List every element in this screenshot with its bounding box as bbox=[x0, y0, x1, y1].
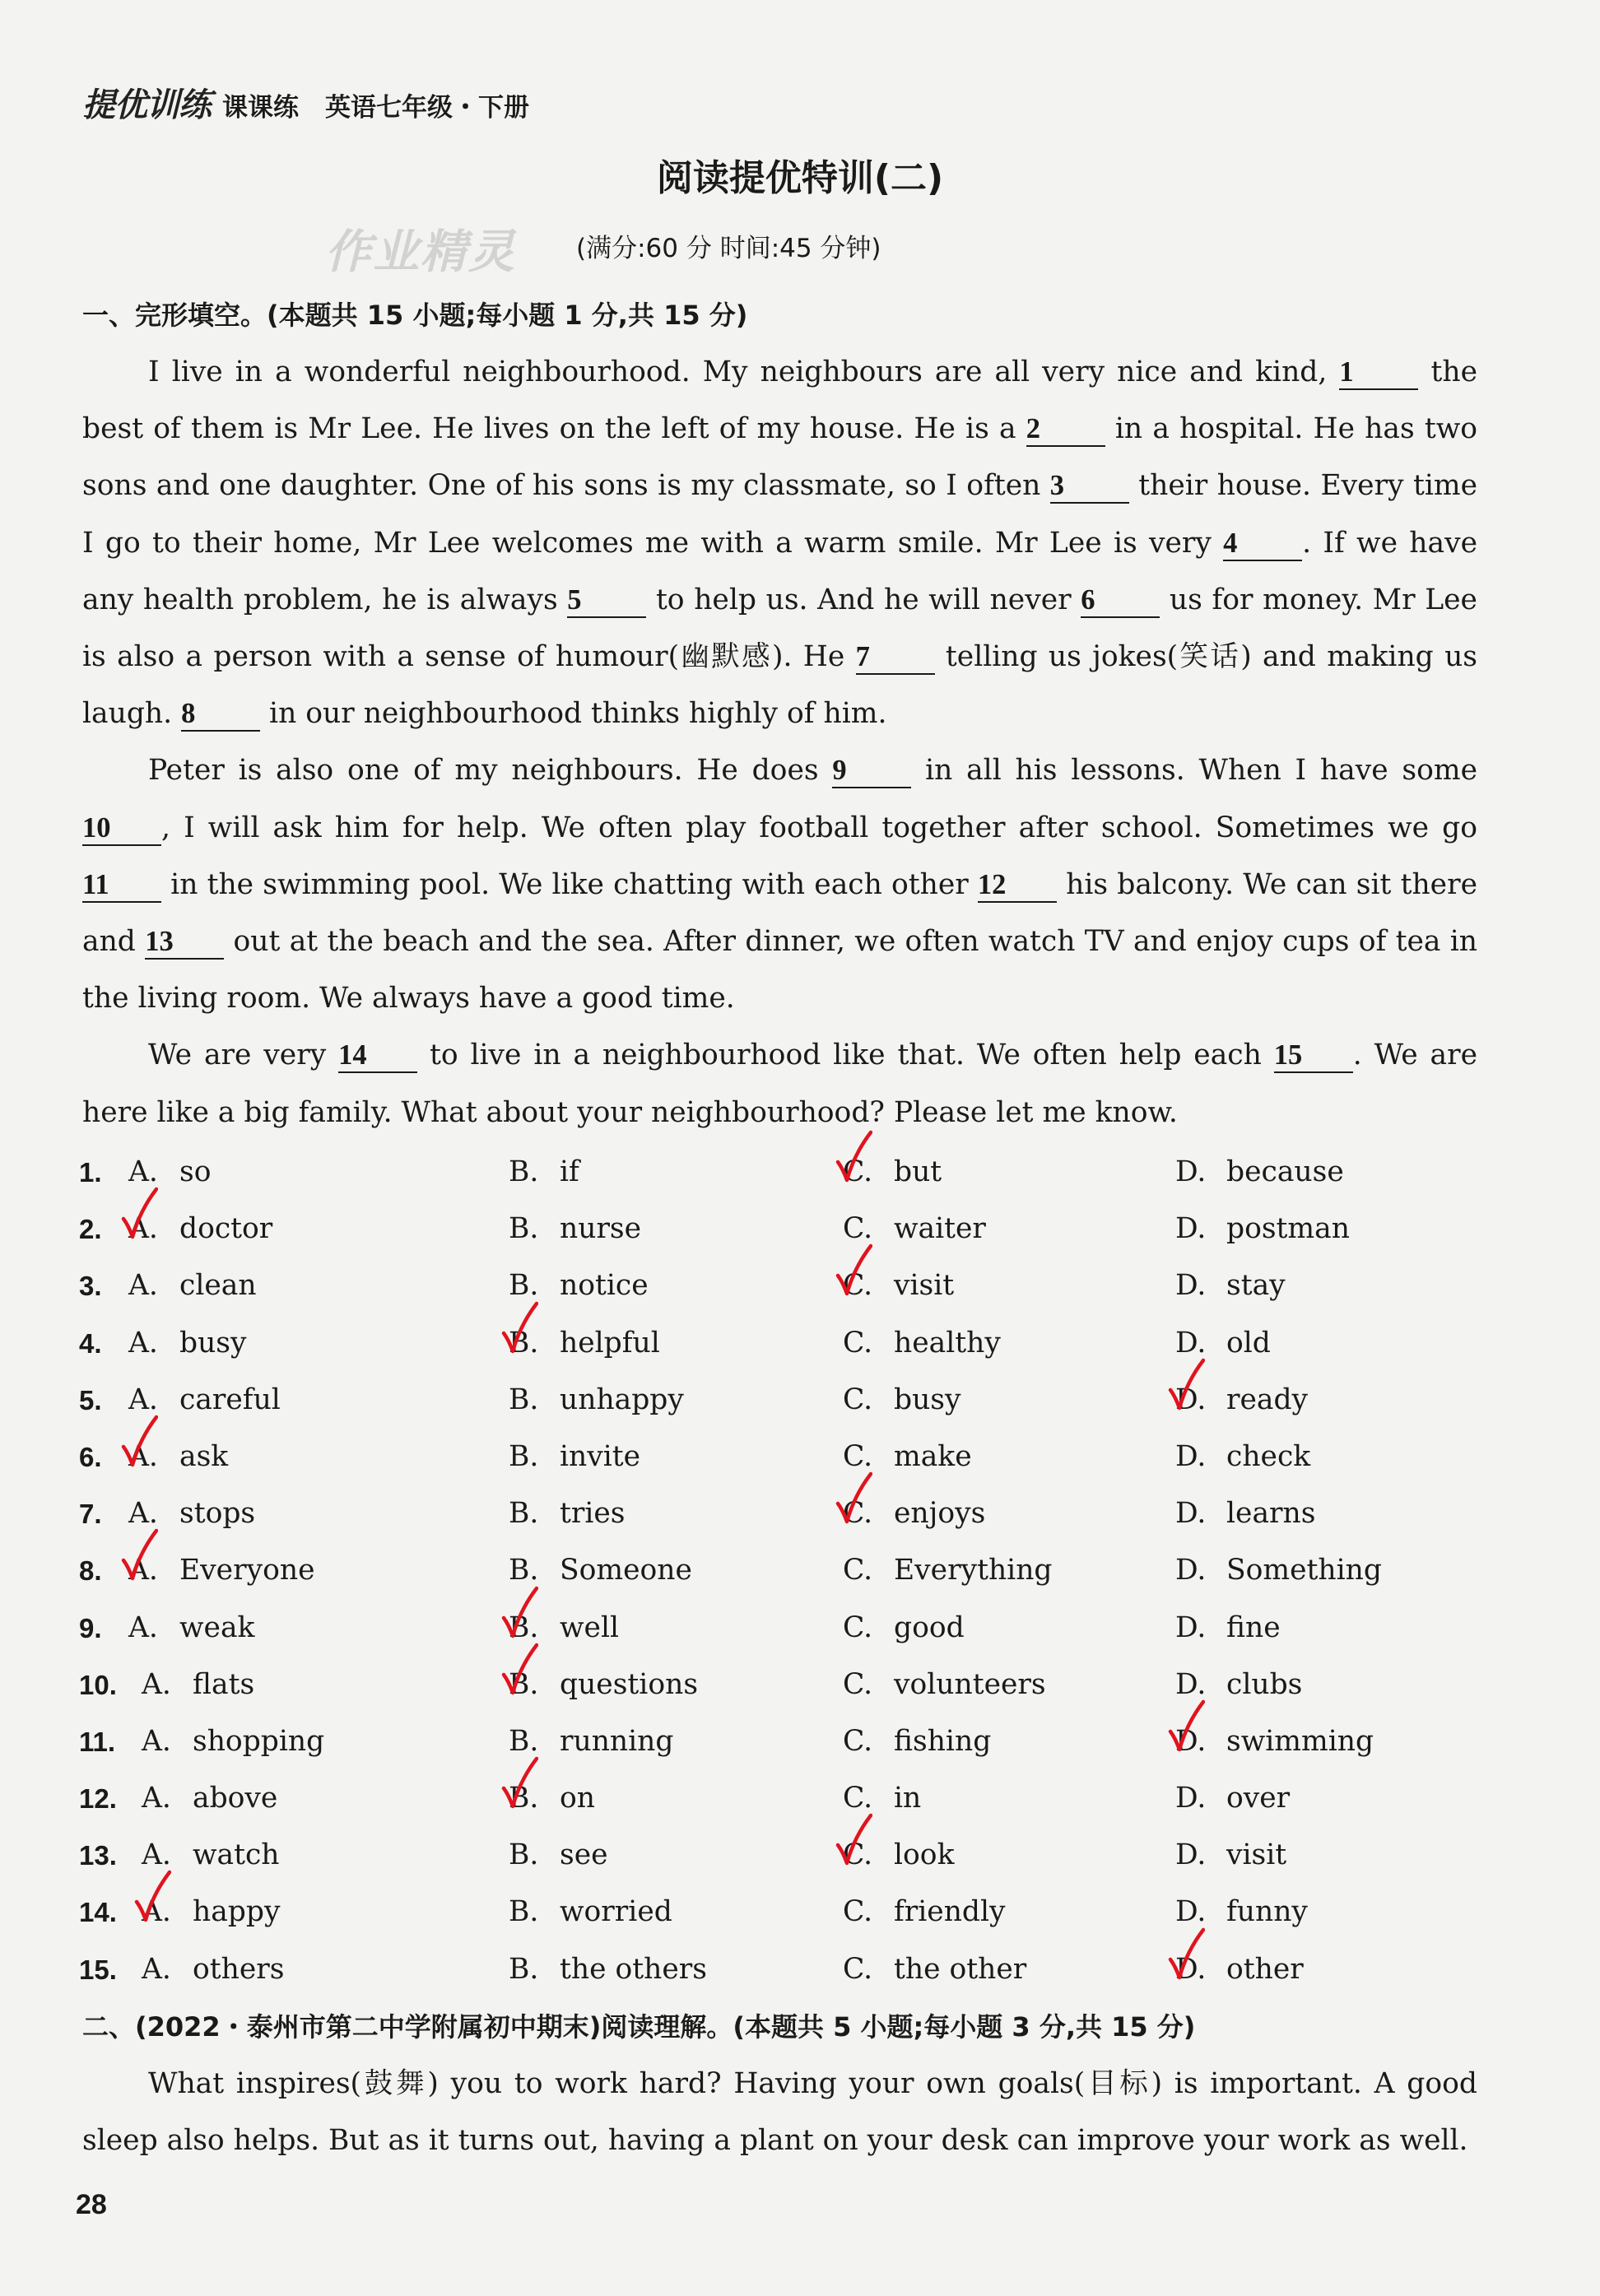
series-name: 课课练 bbox=[222, 93, 299, 123]
option-b[interactable] bbox=[509, 1713, 674, 1770]
option-letter: C. bbox=[843, 1155, 873, 1188]
question-row bbox=[79, 1600, 1495, 1657]
cloze-passage bbox=[82, 344, 1477, 1141]
option-letter: C. bbox=[843, 1782, 873, 1815]
question-number: 15. bbox=[79, 1954, 117, 1985]
question-row bbox=[79, 1827, 1495, 1884]
option-b[interactable] bbox=[509, 1827, 608, 1884]
passage-text: to help us. And he will never bbox=[646, 583, 1081, 616]
option-text: busy bbox=[179, 1326, 247, 1359]
option-text: enjoys bbox=[894, 1497, 986, 1531]
option-d[interactable] bbox=[1175, 1770, 1290, 1827]
option-letter: D. bbox=[1175, 1782, 1207, 1815]
option-text: clubs bbox=[1226, 1667, 1303, 1701]
option-letter: D. bbox=[1175, 1838, 1207, 1872]
option-a[interactable] bbox=[128, 1485, 255, 1542]
option-letter: A. bbox=[128, 1439, 158, 1473]
option-text: nurse bbox=[560, 1212, 642, 1246]
option-letter: A. bbox=[128, 1269, 158, 1303]
option-d[interactable] bbox=[1175, 1257, 1286, 1314]
question-number: 4. bbox=[79, 1327, 102, 1359]
blank-5[interactable]: 5 bbox=[567, 583, 646, 618]
blank-11[interactable]: 11 bbox=[82, 868, 161, 903]
option-letter: C. bbox=[843, 1952, 873, 1986]
option-text: well bbox=[560, 1610, 620, 1644]
option-letter: D. bbox=[1175, 1155, 1207, 1188]
option-d[interactable] bbox=[1175, 1827, 1286, 1884]
option-text: the other bbox=[894, 1952, 1027, 1986]
option-text: waiter bbox=[894, 1212, 986, 1246]
option-text: notice bbox=[560, 1269, 649, 1303]
cloze-paragraph bbox=[82, 1027, 1477, 1141]
option-b[interactable] bbox=[509, 1372, 684, 1429]
option-letter: B. bbox=[509, 1952, 539, 1986]
option-text: look bbox=[894, 1838, 955, 1872]
question-row bbox=[79, 1884, 1495, 1940]
page-header bbox=[82, 79, 529, 126]
option-b[interactable] bbox=[509, 1770, 595, 1827]
passage-text: , I will ask him for help. We often play football together after school. Sometimes we go bbox=[161, 811, 1477, 844]
passage-text: in a hospital. He has two sons and one daughter. One of his sons is my classmate, so I often bbox=[82, 412, 1478, 503]
option-c[interactable] bbox=[843, 1941, 1026, 1998]
passage-text: to live in a neighbourhood like that. We often help each bbox=[417, 1039, 1274, 1072]
option-a[interactable] bbox=[128, 1144, 211, 1201]
option-text: make bbox=[894, 1439, 972, 1473]
option-text: check bbox=[1226, 1439, 1311, 1473]
question-number: 1. bbox=[79, 1157, 102, 1188]
option-b[interactable] bbox=[509, 1657, 698, 1713]
option-a[interactable] bbox=[128, 1372, 281, 1429]
option-text: funny bbox=[1226, 1895, 1308, 1929]
question-number: 10. bbox=[79, 1669, 117, 1700]
option-text: but bbox=[894, 1155, 942, 1188]
option-text: visit bbox=[894, 1269, 955, 1303]
question-row bbox=[79, 1372, 1495, 1429]
book-title: 英语七年级・下册 bbox=[325, 93, 529, 123]
option-a[interactable] bbox=[142, 1884, 280, 1940]
option-letter: A. bbox=[128, 1326, 158, 1359]
option-text: on bbox=[560, 1782, 595, 1815]
option-c[interactable] bbox=[843, 1657, 1046, 1713]
option-text: postman bbox=[1226, 1212, 1350, 1246]
blank-6[interactable]: 6 bbox=[1081, 583, 1160, 618]
question-number: 11. bbox=[79, 1726, 116, 1757]
option-text: because bbox=[1226, 1155, 1344, 1188]
option-letter: A. bbox=[128, 1554, 158, 1587]
option-letter: A. bbox=[128, 1610, 158, 1644]
option-letter: B. bbox=[509, 1610, 539, 1644]
option-letter: B. bbox=[509, 1838, 539, 1872]
page-title: 阅读提优特训(二) bbox=[656, 157, 944, 199]
option-letter: C. bbox=[843, 1610, 873, 1644]
blank-1[interactable]: 1 bbox=[1339, 356, 1418, 390]
option-b[interactable] bbox=[509, 1542, 692, 1599]
option-text: clean bbox=[179, 1269, 257, 1303]
option-a[interactable] bbox=[128, 1600, 254, 1657]
passage-text: I live in a wonderful neighbourhood. My neighbours are all very nice and kind, bbox=[148, 356, 1340, 388]
option-letter: B. bbox=[509, 1326, 539, 1359]
option-text: Everything bbox=[894, 1554, 1053, 1587]
question-row bbox=[79, 1941, 1495, 1998]
passage-text: Peter is also one of my neighbours. He does bbox=[148, 754, 833, 788]
option-letter: A. bbox=[142, 1895, 171, 1929]
option-text: visit bbox=[1226, 1838, 1287, 1872]
option-letter: D. bbox=[1175, 1724, 1207, 1758]
question-number: 8. bbox=[79, 1555, 102, 1587]
section-1-heading: 一、完形填空。(本题共 15 小题;每小题 1 分,共 15 分) bbox=[82, 300, 748, 331]
option-letter: A. bbox=[142, 1724, 171, 1758]
option-letter: A. bbox=[142, 1667, 171, 1701]
question-number: 9. bbox=[79, 1612, 102, 1643]
option-text: ready bbox=[1226, 1383, 1309, 1416]
passage-text: telling us jokes(笑话) and making us laugh. bbox=[82, 640, 1477, 731]
option-d[interactable] bbox=[1175, 1429, 1310, 1485]
passage-text: in our neighbourhood thinks highly of him. bbox=[260, 697, 887, 731]
option-letter: C. bbox=[843, 1895, 873, 1929]
blank-15[interactable]: 15 bbox=[1274, 1039, 1353, 1073]
option-d[interactable] bbox=[1175, 1542, 1382, 1599]
option-letter: A. bbox=[142, 1782, 171, 1815]
passage-text: his balcony. We can sit there and bbox=[82, 867, 1477, 959]
option-text: ask bbox=[179, 1439, 229, 1473]
option-c[interactable] bbox=[843, 1600, 965, 1657]
option-text: questions bbox=[560, 1667, 699, 1701]
option-letter: C. bbox=[843, 1497, 873, 1531]
option-letter: D. bbox=[1175, 1610, 1207, 1644]
option-c[interactable] bbox=[843, 1257, 954, 1314]
blank-2[interactable]: 2 bbox=[1026, 412, 1105, 447]
option-b[interactable] bbox=[509, 1257, 649, 1314]
score-time-info: (满分:60 分 时间:45 分钟) bbox=[576, 234, 881, 263]
option-letter: B. bbox=[509, 1554, 539, 1587]
question-number: 14. bbox=[79, 1897, 117, 1928]
option-text: above bbox=[193, 1782, 278, 1815]
option-a[interactable] bbox=[142, 1657, 254, 1713]
option-c[interactable] bbox=[843, 1884, 1006, 1940]
option-letter: D. bbox=[1175, 1439, 1207, 1473]
option-c[interactable] bbox=[843, 1827, 954, 1884]
option-d[interactable] bbox=[1175, 1713, 1374, 1770]
option-text: busy bbox=[894, 1383, 961, 1416]
blank-8[interactable]: 8 bbox=[181, 697, 260, 732]
option-a[interactable] bbox=[128, 1201, 272, 1257]
option-b[interactable] bbox=[509, 1884, 672, 1940]
option-text: running bbox=[560, 1724, 674, 1758]
option-text: in bbox=[894, 1782, 922, 1815]
option-c[interactable] bbox=[843, 1770, 921, 1827]
option-b[interactable] bbox=[509, 1201, 641, 1257]
blank-14[interactable]: 14 bbox=[338, 1039, 417, 1073]
passage-text: us for money. Mr Lee is also a person with a sense of humour(幽默感). He bbox=[82, 583, 1477, 674]
option-text: doctor bbox=[179, 1212, 273, 1246]
option-d[interactable] bbox=[1175, 1657, 1302, 1713]
question-number: 13. bbox=[79, 1840, 117, 1871]
option-b[interactable] bbox=[509, 1485, 626, 1542]
option-d[interactable] bbox=[1175, 1600, 1281, 1657]
option-letter: D. bbox=[1175, 1895, 1207, 1929]
option-text: if bbox=[560, 1155, 579, 1188]
passage-text: in all his lessons. When I have some bbox=[911, 754, 1477, 788]
question-row bbox=[79, 1429, 1495, 1485]
option-a[interactable] bbox=[142, 1770, 277, 1827]
question-row bbox=[79, 1713, 1495, 1770]
option-letter: B. bbox=[509, 1439, 539, 1473]
option-text: Everyone bbox=[179, 1554, 315, 1587]
option-c[interactable] bbox=[843, 1542, 1053, 1599]
option-c[interactable] bbox=[843, 1429, 972, 1485]
question-number: 5. bbox=[79, 1384, 102, 1415]
option-text: good bbox=[894, 1610, 965, 1644]
option-letter: B. bbox=[509, 1383, 539, 1416]
option-a[interactable] bbox=[142, 1713, 324, 1770]
option-a[interactable] bbox=[142, 1941, 284, 1998]
option-text: stay bbox=[1226, 1269, 1286, 1303]
option-c[interactable] bbox=[843, 1485, 985, 1542]
question-row bbox=[79, 1770, 1495, 1827]
option-c[interactable] bbox=[843, 1315, 1001, 1372]
option-letter: B. bbox=[509, 1269, 539, 1303]
option-text: Someone bbox=[560, 1554, 692, 1587]
option-letter: A. bbox=[128, 1212, 158, 1246]
question-number: 3. bbox=[79, 1271, 102, 1302]
option-text: other bbox=[1226, 1952, 1304, 1986]
question-row bbox=[79, 1485, 1495, 1542]
option-text: friendly bbox=[894, 1895, 1006, 1929]
option-text: learns bbox=[1226, 1497, 1316, 1531]
option-letter: B. bbox=[509, 1212, 539, 1246]
question-row bbox=[79, 1201, 1495, 1257]
question-row bbox=[79, 1315, 1495, 1372]
option-text: swimming bbox=[1226, 1724, 1374, 1758]
option-text: unhappy bbox=[560, 1383, 684, 1416]
option-d[interactable] bbox=[1175, 1884, 1308, 1940]
option-text: flats bbox=[193, 1667, 255, 1701]
question-row bbox=[79, 1257, 1495, 1314]
option-letter: C. bbox=[843, 1554, 873, 1587]
cloze-paragraph bbox=[82, 344, 1477, 742]
option-text: watch bbox=[193, 1838, 280, 1872]
passage-text: in the swimming pool. We like chatting with each other bbox=[161, 867, 978, 901]
reading-passage bbox=[82, 2056, 1477, 2169]
option-text: over bbox=[1226, 1782, 1291, 1815]
question-row bbox=[79, 1542, 1495, 1599]
option-text: so bbox=[179, 1155, 212, 1188]
answer-options bbox=[79, 1144, 1495, 1998]
option-letter: B. bbox=[509, 1724, 539, 1758]
option-letter: D. bbox=[1175, 1269, 1207, 1303]
option-text: healthy bbox=[894, 1326, 1001, 1359]
option-c[interactable] bbox=[843, 1713, 991, 1770]
question-row bbox=[79, 1144, 1495, 1201]
option-letter: C. bbox=[843, 1326, 873, 1359]
option-letter: D. bbox=[1175, 1497, 1207, 1531]
option-b[interactable] bbox=[509, 1144, 579, 1201]
option-letter: C. bbox=[843, 1269, 873, 1303]
blank-9[interactable]: 9 bbox=[832, 754, 911, 788]
option-letter: B. bbox=[509, 1497, 539, 1531]
section-2-heading: 二、(2022・泰州市第二中学附属初中期末)阅读理解。(本题共 5 小题;每小题 3 分,共 15 分) bbox=[82, 2011, 1196, 2043]
option-d[interactable] bbox=[1175, 1485, 1315, 1542]
option-text: helpful bbox=[560, 1326, 660, 1359]
option-text: weak bbox=[179, 1610, 255, 1644]
blank-12[interactable]: 12 bbox=[978, 868, 1057, 903]
option-d[interactable] bbox=[1175, 1372, 1308, 1429]
option-d[interactable] bbox=[1175, 1941, 1304, 1998]
option-b[interactable] bbox=[509, 1315, 660, 1372]
option-letter: C. bbox=[843, 1838, 873, 1872]
option-letter: B. bbox=[509, 1667, 539, 1701]
question-number: 2. bbox=[79, 1214, 102, 1245]
reading-paragraph: What inspires(鼓舞) you to work hard? Having your own goals(目标) is important. A good sleep also helps. But as it turns out, having a plant on your desk can improve your work as well. bbox=[82, 2067, 1477, 2158]
option-letter: D. bbox=[1175, 1383, 1207, 1416]
option-letter: D. bbox=[1175, 1667, 1207, 1701]
option-b[interactable] bbox=[509, 1600, 619, 1657]
option-text: careful bbox=[179, 1383, 281, 1416]
blank-3[interactable]: 3 bbox=[1050, 469, 1129, 504]
option-letter: A. bbox=[128, 1383, 158, 1416]
question-number: 6. bbox=[79, 1441, 102, 1472]
option-letter: D. bbox=[1175, 1554, 1207, 1587]
option-a[interactable] bbox=[142, 1827, 280, 1884]
brand-logo: 提优训练 bbox=[82, 86, 211, 124]
page-number: 28 bbox=[76, 2189, 107, 2220]
question-number: 7. bbox=[79, 1499, 102, 1530]
option-text: fishing bbox=[894, 1724, 992, 1758]
passage-text: out at the beach and the sea. After dinner, we often watch TV and enjoy cups of tea in the living room. We always have a good time. bbox=[82, 925, 1478, 1016]
option-a[interactable] bbox=[128, 1257, 257, 1314]
option-text: see bbox=[560, 1838, 608, 1872]
watermark: 作业精灵 bbox=[325, 225, 516, 279]
option-letter: A. bbox=[128, 1155, 158, 1188]
option-text: tries bbox=[560, 1497, 626, 1531]
blank-10[interactable]: 10 bbox=[82, 811, 161, 846]
option-letter: C. bbox=[843, 1439, 873, 1473]
option-text: old bbox=[1226, 1326, 1271, 1359]
option-letter: A. bbox=[128, 1497, 158, 1531]
option-letter: A. bbox=[142, 1838, 171, 1872]
option-letter: D. bbox=[1175, 1212, 1207, 1246]
option-letter: C. bbox=[843, 1212, 873, 1246]
option-letter: B. bbox=[509, 1782, 539, 1815]
option-letter: D. bbox=[1175, 1952, 1207, 1986]
cloze-paragraph bbox=[82, 742, 1477, 1027]
passage-text: . We are here like a big family. What about your neighbourhood? Please let me know. bbox=[82, 1039, 1477, 1129]
option-a[interactable] bbox=[128, 1542, 314, 1599]
option-letter: C. bbox=[843, 1383, 873, 1416]
blank-4[interactable]: 4 bbox=[1223, 527, 1302, 561]
option-text: the others bbox=[560, 1952, 707, 1986]
option-a[interactable] bbox=[128, 1315, 247, 1372]
passage-text: . If we have any health problem, he is always bbox=[82, 526, 1477, 616]
option-letter: B. bbox=[509, 1895, 539, 1929]
blank-13[interactable]: 13 bbox=[145, 925, 224, 960]
option-letter: C. bbox=[843, 1724, 873, 1758]
option-d[interactable] bbox=[1175, 1144, 1344, 1201]
passage-text: We are very bbox=[148, 1039, 339, 1072]
option-letter: C. bbox=[843, 1667, 873, 1701]
option-text: others bbox=[193, 1952, 285, 1986]
passage-text: their house. Every time I go to their home, Mr Lee welcomes me with a warm smile. Mr Lee is very bbox=[82, 469, 1478, 560]
option-letter: B. bbox=[509, 1155, 539, 1188]
option-b[interactable] bbox=[509, 1429, 640, 1485]
option-c[interactable] bbox=[843, 1201, 986, 1257]
option-c[interactable] bbox=[843, 1144, 942, 1201]
option-text: stops bbox=[179, 1497, 256, 1531]
option-letter: D. bbox=[1175, 1326, 1207, 1359]
question-row bbox=[79, 1657, 1495, 1713]
option-text: shopping bbox=[193, 1724, 325, 1758]
option-c[interactable] bbox=[843, 1372, 961, 1429]
option-d[interactable] bbox=[1175, 1315, 1271, 1372]
option-text: happy bbox=[193, 1895, 281, 1929]
option-b[interactable] bbox=[509, 1941, 707, 1998]
blank-7[interactable]: 7 bbox=[856, 640, 935, 675]
option-text: volunteers bbox=[894, 1667, 1046, 1701]
question-number: 12. bbox=[79, 1783, 117, 1815]
option-text: fine bbox=[1226, 1610, 1281, 1644]
option-d[interactable] bbox=[1175, 1201, 1350, 1257]
option-letter: A. bbox=[142, 1952, 171, 1986]
option-text: invite bbox=[560, 1439, 641, 1473]
option-text: worried bbox=[560, 1895, 672, 1929]
option-a[interactable] bbox=[128, 1429, 228, 1485]
option-text: Something bbox=[1226, 1554, 1382, 1587]
passage-text: the best of them is Mr Lee. He lives on the left of my house. He is a bbox=[82, 356, 1477, 446]
